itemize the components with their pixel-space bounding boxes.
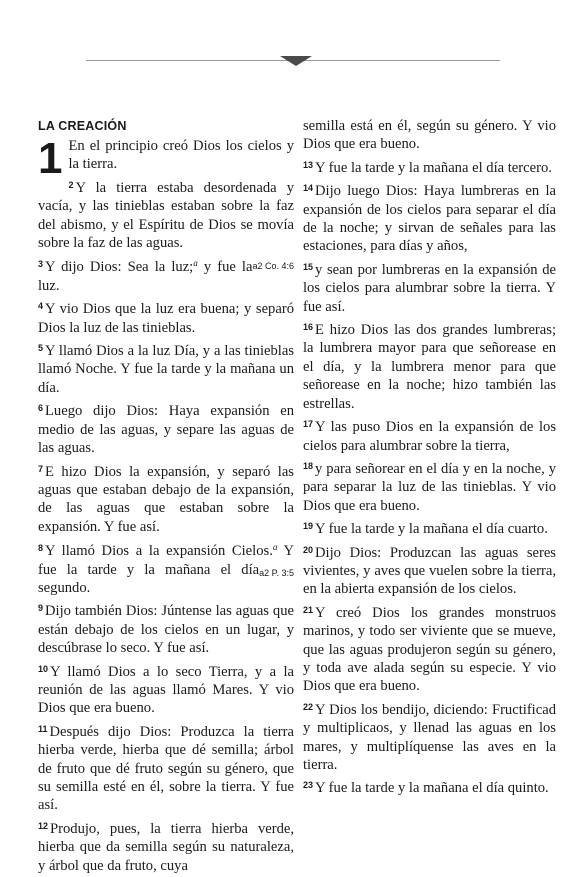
cross-reference: a2 Co. 4:6 [252, 261, 294, 272]
verse [303, 156, 556, 177]
verse [38, 538, 294, 597]
verse [303, 415, 556, 455]
verse-text: Y llamó Dios a la expansión Cielos. [45, 543, 273, 560]
verse-text: Y fue la tarde y la mañana el día quinto. [315, 780, 549, 797]
verse [303, 457, 556, 515]
verse-text: y sean por lumbreras en la expansión de los cielos para alumbrar sobre la tierra. Y fue así. [303, 261, 556, 315]
footnote-marker: a [193, 258, 198, 269]
verse [38, 817, 294, 875]
verse-number: 9 [38, 603, 44, 614]
verse-number: 12 [38, 820, 49, 831]
left-verse-list [38, 134, 294, 875]
verse-text: Dijo también Dios: Júntense las aguas que están debajo de los cielos en un lugar, y descúbrase lo seco. Y fue así. [38, 603, 294, 657]
verse-text-continued: Y fue la tarde y la mañana el día segundo. [38, 543, 294, 596]
verse [303, 318, 556, 413]
verse-number: 23 [303, 780, 314, 791]
verse-number: 2 [68, 179, 74, 190]
verse-text: Y fue la tarde y la mañana el día cuarto. [315, 521, 548, 538]
verse-text: Y las puso Dios en la expansión de los cielos para alumbrar sobre la tierra, [303, 419, 556, 454]
verse [38, 599, 294, 657]
header-marker-icon [280, 56, 312, 66]
verse-text: Y fue la tarde y la mañana el día tercero. [315, 159, 552, 176]
verse [38, 399, 294, 457]
verse-number: 7 [38, 463, 44, 474]
verse-text: Y llamó Dios a la luz Día, y a las tinieblas llamó Noche. Y fue la tarde y la mañana un día. [38, 343, 294, 396]
verse-number: 4 [38, 301, 44, 312]
verse [38, 134, 294, 183]
verse-text: Y la tierra estaba desordenada y vacía, y las tinieblas estaban sobre la faz del abismo, y el Espíritu de Dios se movía sobre la faz de las aguas. [38, 179, 294, 252]
cross-reference: a2 P. 3:5 [259, 567, 294, 578]
verse-number: 6 [38, 403, 44, 414]
verse-text: Dijo Dios: Produzcan las aguas seres vivientes, y aves que vuelen sobre la tierra, en la abierta expansión de los cielos. [303, 544, 556, 598]
verse-number: 5 [38, 343, 44, 354]
footnote-marker: a [272, 542, 278, 553]
verse [303, 179, 556, 256]
verse-number: 22 [303, 701, 314, 712]
verse [303, 517, 556, 538]
right-column [303, 117, 556, 800]
verse [303, 258, 556, 316]
verse [38, 297, 294, 337]
right-verse-list [303, 117, 556, 798]
verse-text: E hizo Dios las dos grandes lumbreras; la lumbrera mayor para que señorease en el día, y la lumbrera menor para que señorease en la noche; hizo también las estrellas. [303, 322, 556, 412]
verse [303, 117, 556, 154]
verse [38, 720, 294, 815]
verse-text: Y Dios los bendijo, diciendo: Fructificad y multiplicaos, y llenad las aguas en los mares, y multiplíquense las aves en la tierra. [303, 701, 556, 773]
verse-text: y para señorear en el día y en la noche, y para separar la luz de las tinieblas. Y vio Dios que era bueno. [303, 460, 556, 514]
verse [303, 601, 556, 696]
verse [303, 698, 556, 775]
verse-number: 20 [303, 544, 314, 555]
verse-text: Luego dijo Dios: Haya expansión en medio de las aguas, y separe las aguas de las aguas. [38, 403, 294, 457]
verse [38, 254, 294, 295]
verse-number: 8 [38, 543, 44, 554]
verse-text: Y creó Dios los grandes monstruos marinos, y todo ser viviente que se mueve, que las aguas produjeron según su género, y toda ave alada según su especie. Y vio Dios que era bueno. [303, 604, 556, 695]
verse-text: E hizo Dios la expansión, y separó las aguas que estaban debajo de la expansión, de las aguas que estaban sobre la expansión. Y fue así. [38, 463, 294, 535]
verse [38, 339, 294, 397]
verse-number: 21 [303, 604, 314, 615]
verse [38, 176, 294, 253]
verse-text: Dijo luego Dios: Haya lumbreras en la expansión de los cielos para separar el día de la noche; y sirvan de señales para las estaciones, para días y años, [303, 183, 556, 255]
left-column [38, 117, 294, 877]
verse-number: 16 [303, 322, 314, 333]
verse-number: 19 [303, 521, 314, 532]
verse-text: Y vio Dios que la luz era buena; y separó Dios la luz de las tinieblas. [38, 301, 294, 336]
verse-number: 3 [38, 259, 44, 270]
verse-number: 11 [38, 723, 48, 734]
verse [303, 776, 556, 797]
verse-number: 10 [38, 663, 49, 674]
chapter-number: 1 [38, 134, 63, 183]
verse-text: Y dijo Dios: Sea la luz; [45, 259, 194, 276]
verse-number: 18 [303, 460, 314, 471]
verse-text: En el principio creó Dios los cielos y la tierra. [68, 138, 294, 173]
verse [303, 541, 556, 599]
verse-number: 17 [303, 419, 314, 430]
verse-number: 14 [303, 183, 314, 194]
verse-text: Y llamó Dios a lo seco Tierra, y a la reunión de las aguas llamó Mares. Y vio Dios que era bueno. [38, 663, 294, 717]
section-heading: LA CREACIÓN [38, 119, 127, 133]
verse-text: Produjo, pues, la tierra hierba verde, hierba que da semilla según su naturaleza, y árbol que da fruto, cuya [38, 820, 294, 874]
verse [38, 660, 294, 718]
verse-number: 15 [303, 261, 314, 272]
verse-text-continued: y fue la luz. [38, 259, 253, 294]
verse-text: Después dijo Dios: Produzca la tierra hierba verde, hierba que dé semilla; árbol de fruto que dé fruto según su género, que su semilla esté en él, sobre la tierra. Y fue así. [38, 723, 294, 814]
verse-text: semilla está en él, según su género. Y vio Dios que era bueno. [303, 118, 556, 153]
verse [38, 460, 294, 537]
verse-number: 13 [303, 159, 314, 170]
